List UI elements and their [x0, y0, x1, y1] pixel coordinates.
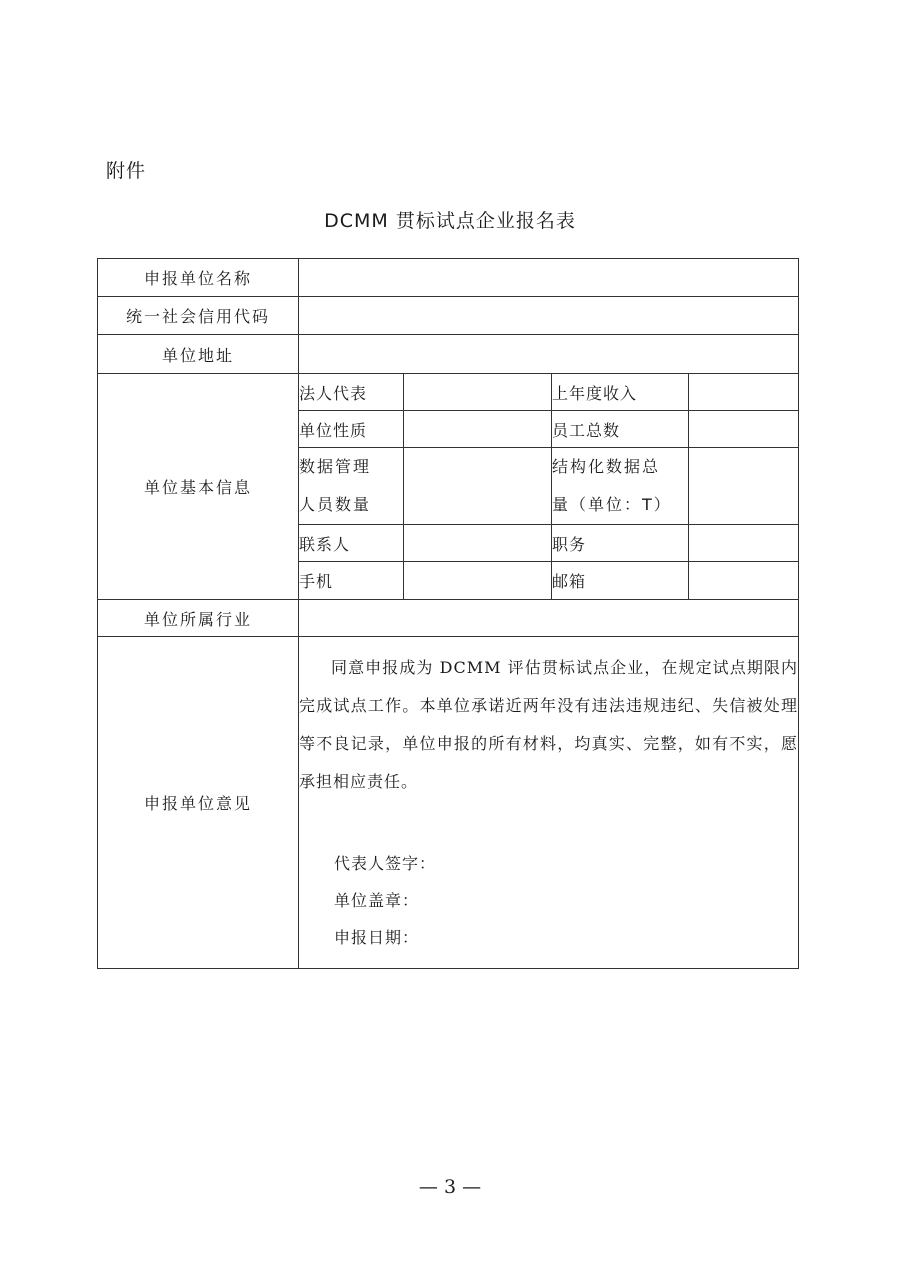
- signature-label: 代表人签字：: [334, 854, 437, 873]
- mobile-field[interactable]: [404, 562, 552, 600]
- mobile-label: 手机: [299, 562, 404, 600]
- credit-code-field[interactable]: [299, 297, 799, 335]
- structured-data-label-line2: 量（单位：T）: [552, 495, 672, 514]
- email-field[interactable]: [689, 562, 799, 600]
- last-year-income-field[interactable]: [689, 374, 799, 411]
- position-field[interactable]: [689, 525, 799, 562]
- unit-name-field[interactable]: [299, 259, 799, 297]
- date-label: 申报日期：: [334, 928, 420, 947]
- legal-rep-field[interactable]: [404, 374, 552, 411]
- address-label: 单位地址: [98, 335, 299, 374]
- employee-total-field[interactable]: [689, 411, 799, 448]
- unit-nature-label: 单位性质: [299, 411, 404, 448]
- address-row: [98, 335, 799, 374]
- structured-data-label: [552, 448, 689, 525]
- attachment-label: 附件: [106, 160, 147, 182]
- unit-name-row: [98, 259, 799, 297]
- credit-code-row: [98, 297, 799, 335]
- industry-label: 单位所属行业: [98, 600, 299, 637]
- registration-form-table: [97, 258, 799, 969]
- data-staff-label: [299, 448, 404, 525]
- structured-data-field[interactable]: [689, 448, 799, 525]
- data-staff-label-line1: 数据管理: [299, 457, 372, 476]
- opinion-content: [299, 637, 799, 969]
- basic-info-row-1: [98, 374, 799, 411]
- email-label: 邮箱: [552, 562, 689, 600]
- credit-code-label: 统一社会信用代码: [98, 297, 299, 335]
- contact-label: 联系人: [299, 525, 404, 562]
- opinion-label: 申报单位意见: [98, 637, 299, 969]
- industry-field[interactable]: [299, 600, 799, 637]
- legal-rep-label: 法人代表: [299, 374, 404, 411]
- industry-row: [98, 600, 799, 637]
- address-field[interactable]: [299, 335, 799, 374]
- unit-nature-field[interactable]: [404, 411, 552, 448]
- signature-block: [299, 845, 798, 956]
- contact-field[interactable]: [404, 525, 552, 562]
- position-label: 职务: [552, 525, 689, 562]
- basic-info-label: 单位基本信息: [98, 374, 299, 600]
- unit-name-label: 申报单位名称: [98, 259, 299, 297]
- opinion-row: [98, 637, 799, 969]
- data-staff-label-line2: 人员数量: [299, 495, 372, 514]
- data-staff-field[interactable]: [404, 448, 552, 525]
- form-title: DCMM 贯标试点企业报名表: [324, 210, 576, 232]
- seal-label: 单位盖章：: [334, 891, 420, 910]
- opinion-statement: 同意申报成为 DCMM 评估贯标试点企业，在规定试点期限内完成试点工作。本单位承诺近两年没有违法违规违纪、失信被处理等不良记录，单位申报的所有材料，均真实、完整，如有不实，愿承担相应责任。: [299, 658, 798, 791]
- structured-data-label-line1: 结构化数据总: [552, 457, 661, 476]
- employee-total-label: 员工总数: [552, 411, 689, 448]
- page-number: — 3 —: [418, 1176, 482, 1198]
- last-year-income-label: 上年度收入: [552, 374, 689, 411]
